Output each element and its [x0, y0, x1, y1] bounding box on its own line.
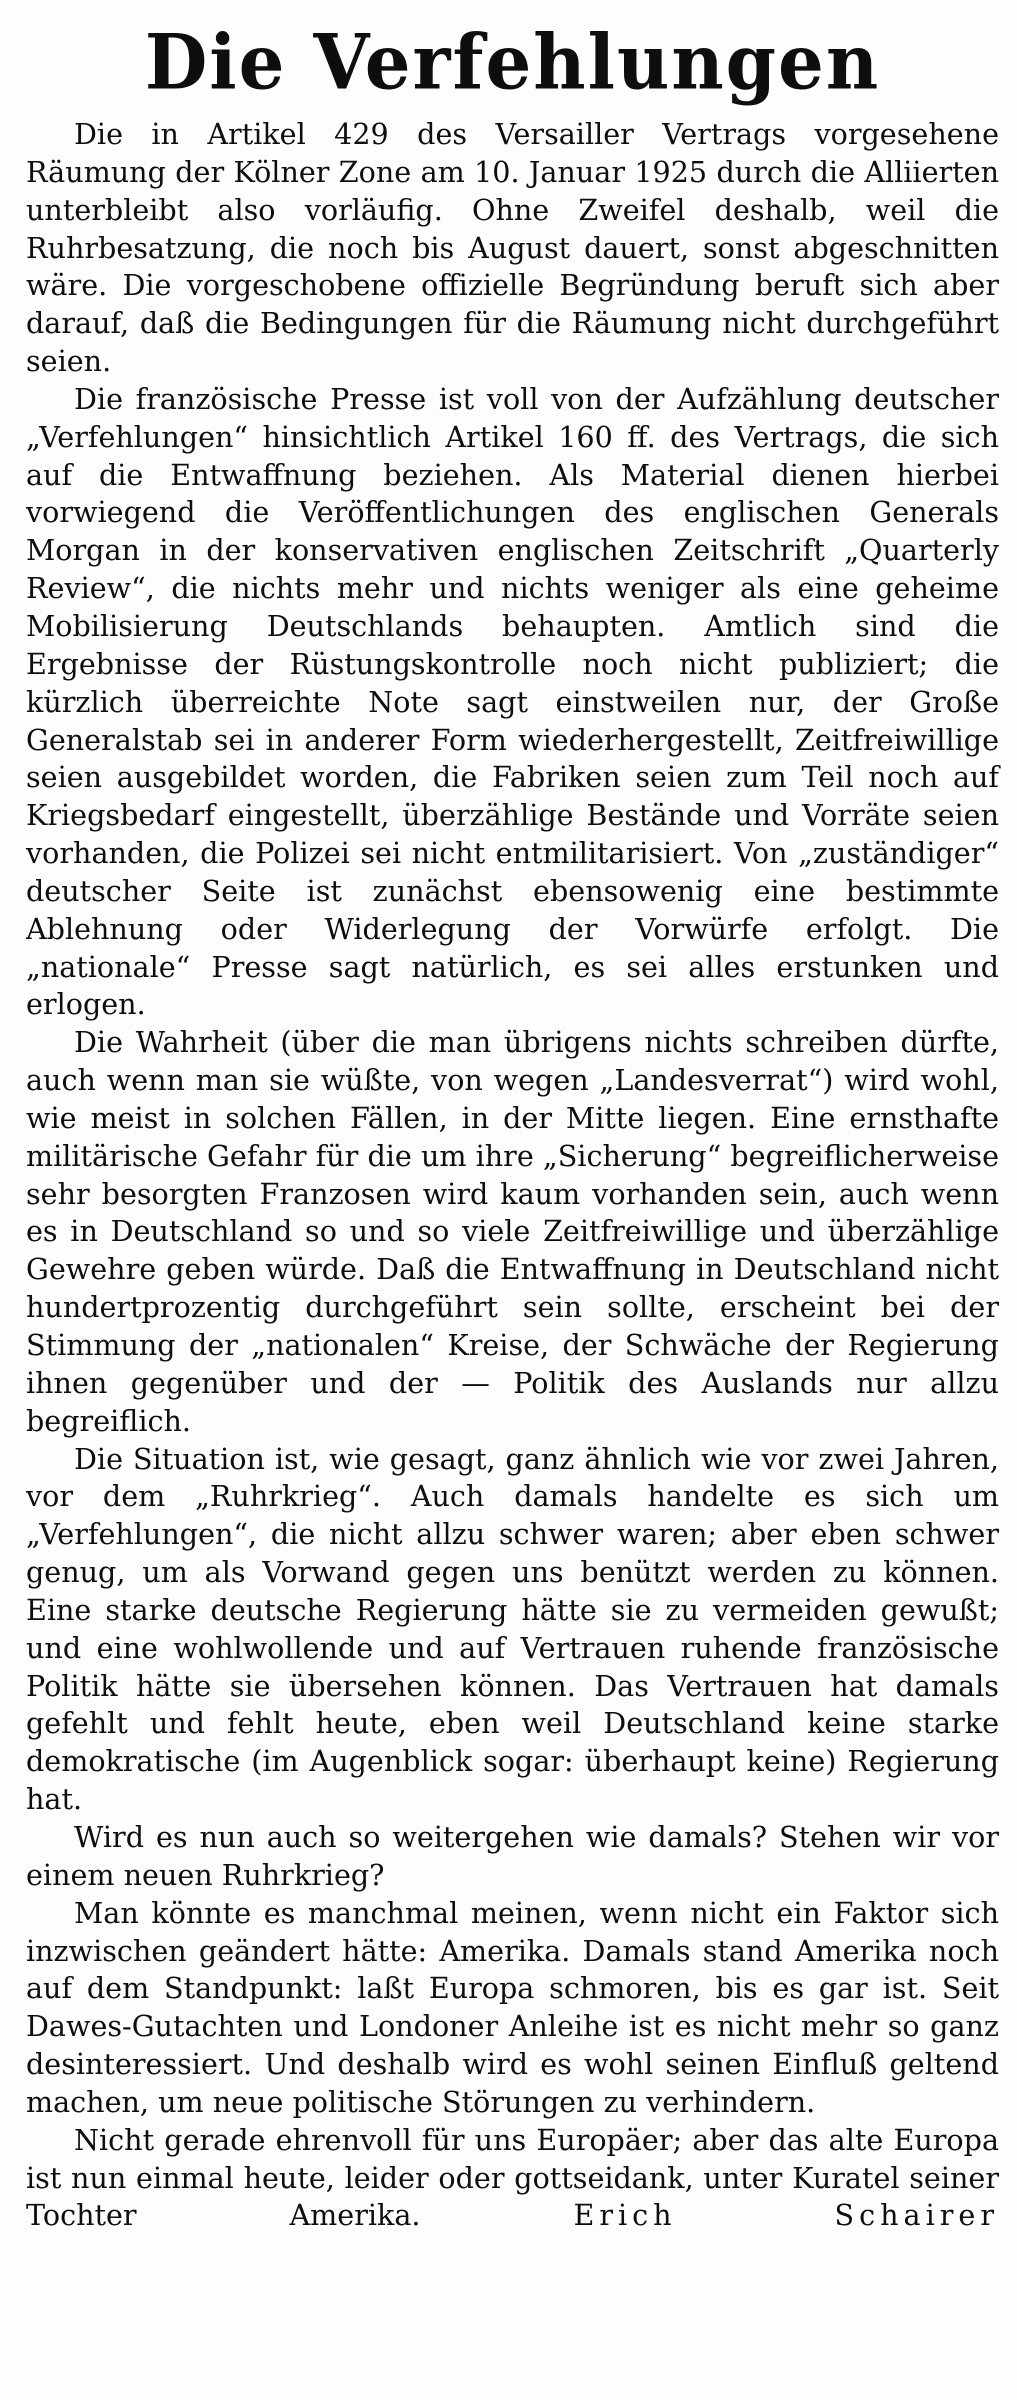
article-paragraph: Die Wahrheit (über die man übrigens nichts schreiben dürfte, auch wenn man sie wüßte, von wegen „Landesverrat“) wird wohl, wie meist in solchen Fällen, in der Mitte liegen. Eine ernsthafte militärische Gefahr für die um ihre „Sicherung“ begreiflicherweise sehr besorgten Franzosen wird kaum vorhanden sein, auch wenn es in Deutschland so und so viele Zeitfreiwillige und überzählige Gewehre geben würde. Daß die Entwaffnung in Deutschland nicht hundertprozentig durchgeführt sein sollte, erscheint bei der Stimmung der „nationalen“ Kreise, der Schwäche der Regierung ihnen gegenüber und der — Politik des Auslands nur allzu begreiflich. — [26, 1025, 999, 1438]
article-paragraph: Man könnte es manchmal meinen, wenn nicht ein Faktor sich inzwischen geändert hätte: Amerika. Damals stand Amerika noch auf dem Standpunkt: laßt Europa schmoren, bis es gar ist. Seit Dawes-Gutachten und Londoner Anleihe ist es nicht mehr so ganz desinteressiert. Und deshalb wird es wohl seinen Einfluß geltend machen, um neue politische Störungen zu verhindern. — [26, 1895, 999, 2119]
closing-paragraph-text: Nicht gerade ehrenvoll für uns Europäer; aber das alte Europa ist nun einmal heute, leider oder gottseidank, unter Kuratel seiner Tochter Amerika. — [26, 2122, 999, 2233]
article-body — [26, 116, 999, 2235]
article-headline: Die Verfehlungen — [144, 16, 881, 107]
article-paragraph: Die französische Presse ist voll von der Aufzählung deutscher „Verfehlungen“ hinsichtlich Artikel 160 ff. des Vertrags, die sich auf die Entwaffnung beziehen. Als Material dienen hierbei vorwiegend die Veröffentlichungen des englischen Generals Morgan in der konservativen englischen Zeitschrift „Quarterly Review“, die nichts mehr und nichts weniger als eine geheime Mobilisierung Deutschlands behaupten. Amtlich sind die Ergebnisse der Rüstungskontrolle noch nicht publiziert; die kürzlich überreichte Note sagt einstweilen nur, der Große Generalstab sei in anderer Form wiederhergestellt, Zeitfreiwillige seien ausgebildet worden, die Fabriken seien zum Teil noch auf Kriegsbedarf eingestellt, überzählige Bestände und Vorräte seien vorhanden, die Polizei sei nicht entmilitarisiert. Von „zuständiger“ deutscher Seite ist zunächst ebensowenig eine bestimmte Ablehnung oder Widerlegung der Vorwürfe erfolgt. Die „nationale“ Presse sagt natürlich, es sei alles erstunken und erlogen. — [26, 381, 999, 1022]
article-paragraph: Die in Artikel 429 des Versailler Vertrags vorgesehene Räumung der Kölner Zone am 10. Januar 1925 durch die Alliierten unterbleibt also vorläufig. Ohne Zweifel deshalb, weil die Ruhrbesatzung, die noch bis August dauert, sonst abgeschnitten wäre. Die vorgeschobene offizielle Begründung beruft sich aber darauf, daß die Bedingungen für die Räumung nicht durchgeführt seien. — [26, 117, 999, 379]
author-signature: Erich Schairer — [573, 2198, 999, 2233]
article-paragraph: Wird es nun auch so weitergehen wie damals? Stehen wir vor einem neuen Ruhrkrieg? — [26, 1819, 999, 1892]
article-paragraph: Die Situation ist, wie gesagt, ganz ähnlich wie vor zwei Jahren, vor dem „Ruhrkrieg“. Auch damals handelte es sich um „Verfehlungen“, die nicht allzu schwer waren; aber eben schwer genug, um als Vorwand gegen uns benützt werden zu können. Eine starke deutsche Regierung hätte sie zu vermeiden gewußt; und eine wohlwollende und auf Vertrauen ruhende französische Politik hätte sie übersehen können. Das Vertrauen hat damals gefehlt und fehlt heute, eben weil Deutschland keine starke demokratische (im Augenblick sogar: überhaupt keine) Regierung hat. — [26, 1441, 999, 1817]
closing-paragraph — [26, 2122, 999, 2236]
